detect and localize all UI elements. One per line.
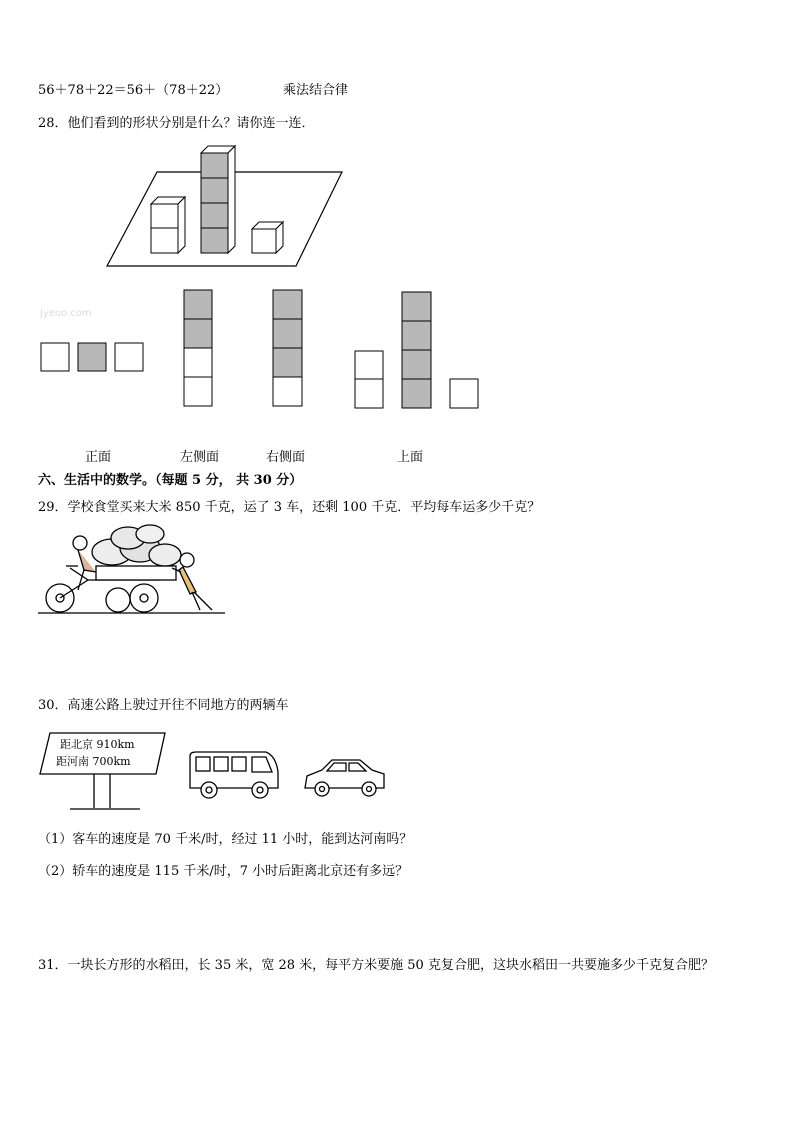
- label-top-view: 上面: [397, 450, 424, 465]
- middle-cube-stack: [201, 146, 235, 253]
- sign-line-1: 距北京 910km: [60, 738, 135, 751]
- question-30-sub-2: （2）轿车的速度是 115 千米/时，7 小时后距离北京还有多远？: [38, 864, 409, 879]
- watermark-text: Jyeoo.com: [40, 308, 92, 319]
- view-4-shape: [355, 292, 478, 408]
- tricycle-illustration: [38, 525, 225, 613]
- question-30-sub-1: （1）客车的速度是 70 千米/时，经过 11 小时，能到达河南吗？: [38, 832, 413, 847]
- car-illustration: [305, 760, 384, 796]
- question-31-text: 31．一块长方形的水稻田，长 35 米，宽 28 米，每平方米要施 50 克复合肥，这块水稻田一共要施多少千克复合肥？: [38, 958, 714, 973]
- view-1-shape: [41, 343, 143, 371]
- label-left-view: 左侧面: [180, 450, 220, 465]
- section-6-heading: 六、生活中的数学。（每题 5 分， 共 30 分）: [38, 473, 303, 488]
- view-2-shape: [184, 290, 212, 406]
- law-name-text: 乘法结合律: [283, 83, 349, 98]
- left-cube-stack: [151, 197, 185, 253]
- question-28-text: 28．他们看到的形状分别是什么？请你连一连．: [38, 116, 315, 131]
- question-29-text: 29．学校食堂买来大米 850 千克，运了 3 车，还剩 100 千克．平均每车运多少千克？: [38, 500, 541, 515]
- view-3-shape: [273, 290, 302, 406]
- sign-line-2: 距河南 700km: [56, 755, 131, 768]
- right-cube-stack: [252, 222, 283, 253]
- equation-text: 56＋78＋22＝56＋（78＋22）: [38, 83, 229, 98]
- label-right-view: 右侧面: [266, 450, 306, 465]
- label-front-view: 正面: [85, 450, 112, 465]
- question-30-text: 30．高速公路上驶过开往不同地方的两辆车: [38, 698, 289, 713]
- bus-illustration: [190, 752, 278, 798]
